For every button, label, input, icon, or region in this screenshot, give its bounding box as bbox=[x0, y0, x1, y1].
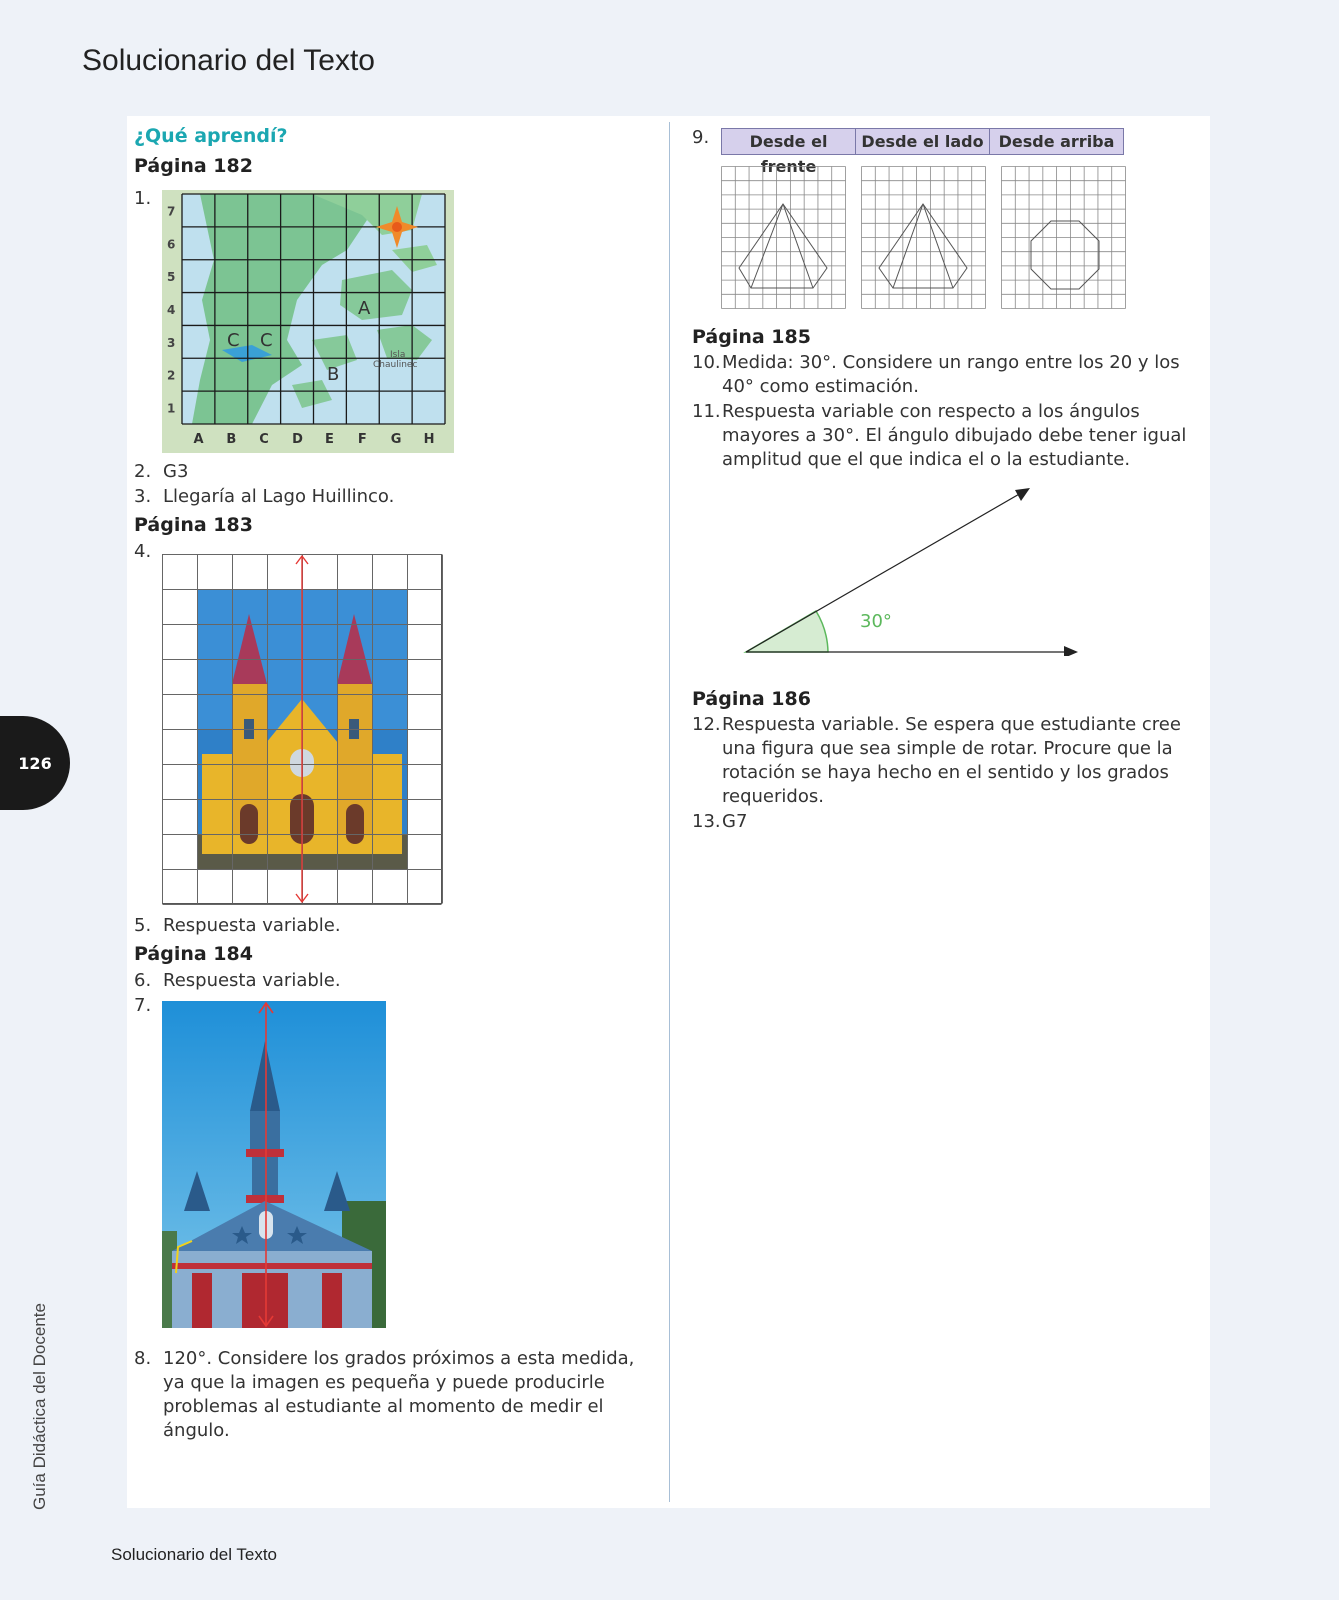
question-11-number: 11. bbox=[692, 401, 721, 422]
question-2-number: 2. bbox=[134, 461, 152, 482]
question-9-number: 9. bbox=[692, 127, 710, 148]
arrow-head-base bbox=[1064, 646, 1078, 656]
blue-church-photo bbox=[162, 1001, 386, 1328]
question-3-number: 3. bbox=[134, 486, 152, 507]
side-label: Guía Didáctica del Docente bbox=[30, 1303, 49, 1510]
map-column-label: C bbox=[259, 432, 269, 447]
section-title: ¿Qué aprendí? bbox=[134, 125, 288, 147]
island-map bbox=[162, 190, 454, 453]
question-8-number: 8. bbox=[134, 1348, 152, 1369]
map-row-label: 6 bbox=[167, 237, 176, 252]
page-heading-186: Página 186 bbox=[692, 688, 811, 710]
view-top-label: Desde arriba bbox=[998, 132, 1115, 151]
question-10-answer: Medida: 30°. Considere un rango entre los 20 y los 40° como estimación. bbox=[722, 352, 1180, 397]
column-divider bbox=[669, 122, 670, 1502]
island-label-line2: Chaulinec bbox=[373, 360, 418, 370]
map-marker-c2: C bbox=[260, 330, 273, 351]
map-marker-c1: C bbox=[227, 330, 240, 351]
side-view-shape bbox=[879, 204, 967, 288]
question-8-answer: 120°. Considere los grados próximos a esta medida, ya que la imagen es pequeña y puede producirle problemas al estudiante al momento de medir el ángulo. bbox=[163, 1348, 635, 1441]
question-6-number: 6. bbox=[134, 970, 152, 991]
question-12-answer: Respuesta variable. Se espera que estudiante cree una figura que sea simple de rotar. Procure que la rotación se haya hecho en el sentido y los grados requeridos. bbox=[722, 714, 1181, 807]
page-heading-182: Página 182 bbox=[134, 155, 253, 177]
page-number: 126 bbox=[18, 753, 52, 773]
map-row-label: 5 bbox=[167, 270, 176, 285]
page-title: Solucionario del Texto bbox=[82, 44, 375, 77]
question-11-answer: Respuesta variable con respecto a los ángulos mayores a 30°. El ángulo dibujado debe tener igual amplitud que el que indica el o la estudiante. bbox=[722, 401, 1187, 470]
map-marker-b: B bbox=[327, 364, 340, 385]
island-label-line1: Isla bbox=[390, 350, 406, 360]
map-column-label: F bbox=[357, 432, 367, 447]
question-7-number: 7. bbox=[134, 995, 152, 1016]
footer-label: Solucionario del Texto bbox=[111, 1545, 278, 1564]
question-4-number: 4. bbox=[134, 541, 152, 562]
page-heading-185: Página 185 bbox=[692, 326, 811, 348]
map-column-label: D bbox=[292, 432, 303, 447]
page-number-tab bbox=[0, 716, 70, 810]
map-row-label: 7 bbox=[167, 204, 176, 219]
page-heading-184: Página 184 bbox=[134, 943, 253, 965]
map-column-label: B bbox=[226, 432, 237, 447]
map-column-label: G bbox=[390, 432, 402, 447]
view-front-label: Desde el frente bbox=[722, 129, 856, 154]
views-grids bbox=[721, 166, 1126, 310]
map-column-label: A bbox=[193, 432, 204, 447]
question-1-number: 1. bbox=[134, 188, 152, 209]
map-column-label: E bbox=[324, 432, 334, 447]
views-table-header bbox=[721, 128, 1124, 176]
map-row-label: 1 bbox=[167, 401, 176, 416]
question-5-answer: Respuesta variable. bbox=[163, 915, 341, 936]
church-grid-figure bbox=[162, 554, 444, 906]
top-view-octagon bbox=[1031, 221, 1099, 289]
angle-arc bbox=[746, 611, 828, 652]
question-13-number: 13. bbox=[692, 811, 721, 832]
map-row-label: 3 bbox=[167, 335, 176, 350]
map-marker-a: A bbox=[358, 298, 371, 319]
question-12-number: 12. bbox=[692, 714, 721, 735]
question-10-number: 10. bbox=[692, 352, 721, 373]
front-view-shape bbox=[739, 204, 827, 288]
map-row-label: 4 bbox=[167, 303, 176, 317]
map-column-label: H bbox=[423, 432, 435, 447]
map-row-label: 2 bbox=[167, 368, 176, 383]
question-2-answer: G3 bbox=[163, 461, 189, 482]
angle-label: 30° bbox=[860, 611, 892, 632]
question-13-answer: G7 bbox=[722, 811, 748, 832]
view-side-label: Desde el lado bbox=[856, 129, 990, 154]
question-5-number: 5. bbox=[134, 915, 152, 936]
angle-diagram bbox=[740, 484, 1085, 656]
page-heading-183: Página 183 bbox=[134, 514, 253, 536]
question-6-answer: Respuesta variable. bbox=[163, 970, 341, 991]
question-3-answer: Llegaría al Lago Huillinco. bbox=[163, 486, 395, 507]
blue-church-figure bbox=[162, 1001, 386, 1328]
